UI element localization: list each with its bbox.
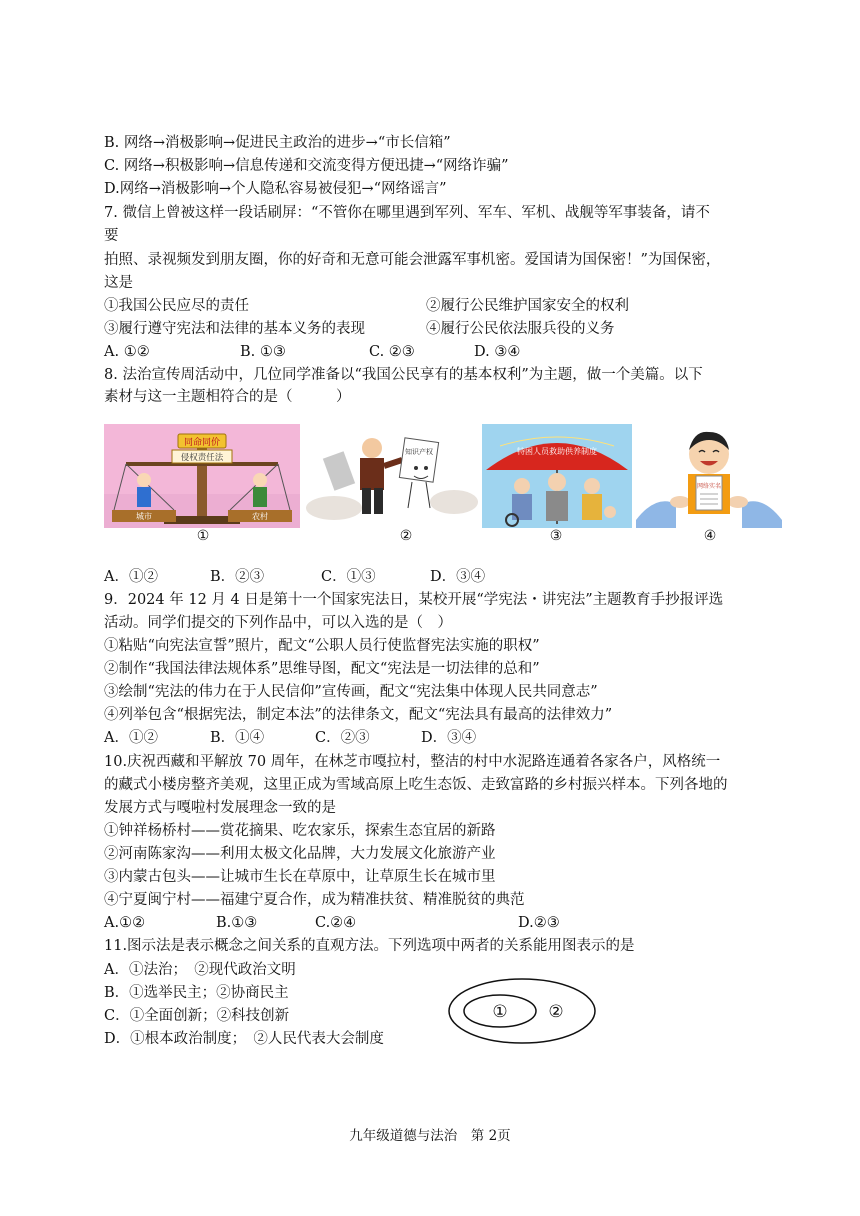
- q7-answer-b: B. ①③: [240, 344, 286, 360]
- q10-answer-c: C.②④: [315, 915, 357, 931]
- q8-image-1-book: 侵权责任法: [180, 453, 224, 463]
- q8-image-1-left-label: 城市: [136, 512, 152, 521]
- q10-stem-line: 发展方式与嘎啦村发展理念一致的是: [104, 800, 336, 816]
- q10-answer-a: A.①②: [104, 915, 146, 931]
- q10-item: ①钟祥杨桥村——赏花摘果、吃农家乐，探索生态宜居的新路: [104, 823, 496, 839]
- q7-stem-line: 这是: [104, 275, 133, 291]
- q10-item: ③内蒙古包头——让城市生长在草原中，让草原生长在城市里: [104, 869, 496, 885]
- q8-image-ip: [304, 424, 478, 528]
- q7-item: ①我国公民应尽的责任: [104, 298, 249, 314]
- q8-image-1-right-label: 农村: [252, 512, 268, 521]
- q8-image-1-caption: ①: [196, 528, 210, 544]
- q6-option-d: D.网络→消极影响→个人隐私容易被侵犯→“网络谣言”: [104, 181, 447, 197]
- q11-stem: 11.图示法是表示概念之间关系的直观方法。下列选项中两者的关系能用图表示的是: [104, 938, 635, 954]
- q7-answer-c: C. ②③: [369, 344, 415, 360]
- q9-item: ④列举包含“根据宪法，制定本法”的法律条文，配文“宪法具有最高的法律效力”: [104, 707, 613, 723]
- q11-option-b: B．①选举民主；②协商民主: [104, 985, 289, 1001]
- q8-answer-b: B．②③: [210, 569, 265, 585]
- q8-image-applause: [636, 424, 782, 528]
- q8-image-umbrella: [482, 424, 632, 528]
- q10-answer-d: D.②③: [518, 915, 560, 931]
- q8-image-3-caption: ③: [549, 528, 563, 544]
- q8-image-balance: [104, 424, 300, 528]
- q10-stem-line: 的藏式小楼房整齐美观，这里正成为雪域高原上吃生态饭、走致富路的乡村振兴样本。下列各地的: [104, 777, 728, 793]
- q11-venn-diagram: [446, 976, 598, 1046]
- q9-item: ①粘贴“向宪法宣誓”照片，配文“公职人员行使监督宪法实施的职权”: [104, 638, 540, 654]
- q10-item: ②河南陈家沟——利用太极文化品牌，大力发展文化旅游产业: [104, 846, 496, 862]
- q9-stem-line: 9．2024 年 12 月 4 日是第十一个国家宪法日，某校开展“学宪法・讲宪法”主题教育手抄报评选: [104, 592, 724, 608]
- q11-inner-label: ①: [492, 1002, 508, 1022]
- q8-image-1-sign: 同命同价: [183, 438, 221, 448]
- q8-stem-line: 素材与这一主题相符合的是（ ）: [104, 389, 351, 405]
- q9-answer-d: D．③④: [421, 730, 477, 746]
- q8-image-4-caption: ④: [703, 528, 717, 544]
- q8-answer-a: A．①②: [104, 569, 158, 585]
- q10-item: ④宁夏闽宁村——福建宁夏合作，成为精准扶贫、精准脱贫的典范: [104, 892, 525, 908]
- q8-image-2-caption: ②: [399, 528, 413, 544]
- q8-image-4-paper: 网络实名: [696, 483, 722, 490]
- q6-option-b: B. 网络→消极影响→促进民主政治的进步→“市长信箱”: [104, 135, 451, 151]
- q7-answer-a: A. ①②: [104, 344, 150, 360]
- page-footer: 九年级道德与法治 第 2页: [349, 1128, 511, 1144]
- q7-stem-line: 拍照、录视频发到朋友圈，你的好奇和无意可能会泄露军事机密。爱国请为国保密！”为国保密，: [104, 252, 721, 268]
- q11-option-c: C．①全面创新；②科技创新: [104, 1008, 290, 1024]
- q7-item: ②履行公民维护国家安全的权利: [426, 298, 629, 314]
- q9-answer-b: B．①④: [210, 730, 265, 746]
- q7-stem-line: 7. 微信上曾被这样一段话刷屏：“不管你在哪里遇到军列、军车、军机、战舰等军事装备，请不: [104, 205, 710, 221]
- q9-item: ③绘制“宪法的伟力在于人民信仰”宣传画，配文“宪法集中体现人民共同意志”: [104, 684, 598, 700]
- q11-outer-label: ②: [548, 1002, 564, 1022]
- q11-outer-ellipse: [449, 979, 595, 1043]
- q9-stem-line: 活动。同学们提交的下列作品中，可以入选的是（ ）: [104, 615, 452, 631]
- q11-option-d: D．①根本政治制度； ②人民代表大会制度: [104, 1031, 384, 1047]
- q7-answer-d: D. ③④: [474, 344, 521, 360]
- q6-option-c: C. 网络→积极影响→信息传递和交流变得方便迅捷→“网络诈骗”: [104, 158, 509, 174]
- q9-answer-a: A．①②: [104, 730, 158, 746]
- q8-image-2-card: 知识产权: [405, 448, 433, 456]
- q10-answer-b: B.①③: [216, 915, 258, 931]
- q9-answer-c: C．②③: [315, 730, 370, 746]
- q7-item: ④履行公民依法服兵役的义务: [426, 321, 615, 337]
- q8-stem-line: 8. 法治宣传周活动中，几位同学准备以“我国公民享有的基本权利”为主题，做一个美篇。以下: [104, 367, 703, 383]
- q8-answer-d: D．③④: [430, 569, 486, 585]
- q9-item: ②制作“我国法律法规体系”思维导图，配文“宪法是一切法律的总和”: [104, 661, 540, 677]
- q11-option-a: A．①法治； ②现代政治文明: [104, 962, 296, 978]
- q7-item: ③履行遵守宪法和法律的基本义务的表现: [104, 321, 365, 337]
- q7-stem-line: 要: [104, 228, 119, 244]
- q8-answer-c: C．①③: [321, 569, 376, 585]
- q10-stem-line: 10.庆祝西藏和平解放 70 周年，在林芝市嘎拉村，整洁的村中水泥路连通着各家各户，风格统一: [104, 754, 721, 770]
- q8-image-3-banner: 特困人员救助供养制度: [517, 447, 597, 456]
